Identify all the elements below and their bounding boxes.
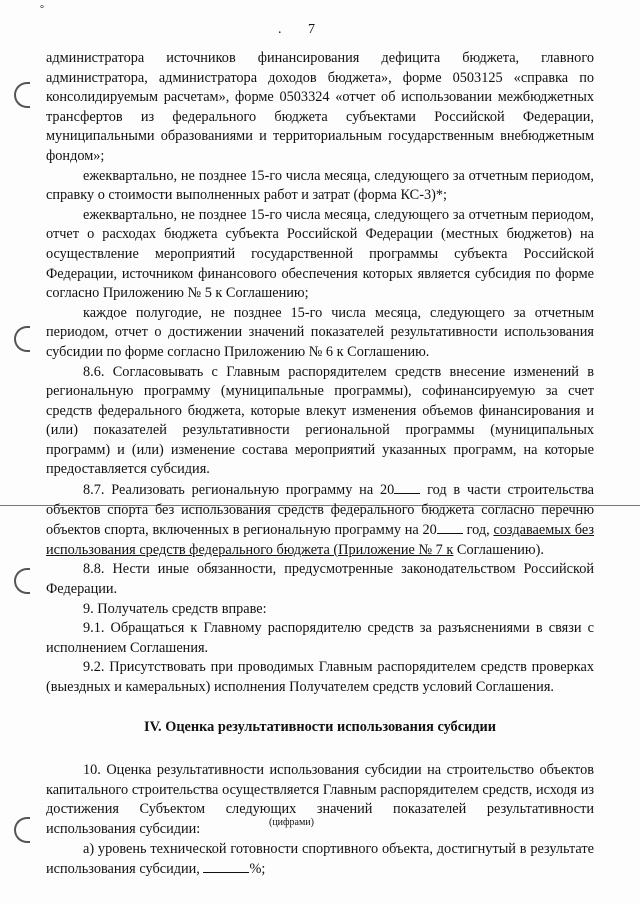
paragraph-9-2: 9.2. Присутствовать при проводимых Главным распорядителем средств проверках (выездных и камеральных) исполнения Получателем средств условий Соглашения. [46,659,594,695]
paragraph-8-7: 8.7. Реализовать региональную программу на 20 год в части строительства объектов спорта без использования средств федерального бюджета согласно перечню объектов спорта, включенных в региональную программу на 20 год, создаваемых без использования средств федерального бюджета (Приложение № 7 к Соглашению). [46,482,595,558]
paragraph-10: 10. Оценка результативности использования субсидии на строительство объектов капитального строительства осуществляется Главным распорядителем средств, исходя из достижения Субъектом следующих значений показателей результативности использования субсидии: [46,762,594,837]
punch-hole-icon [14,82,30,108]
page-number: 7 [308,22,315,37]
page-mark: . [278,22,282,37]
paragraph: 8.6. Согласовывать с Главным распорядителем средств внесение изменений в региональную программу (муниципальные программы), софинансируемую за счет средств федерального бюджета, которые влекут изменения объемов финансирования и (или) показателей результативности региональной программы (муниципальных программ) и (или) изменение состава мероприятий указанных программ, на которые предоставляется субсидия. [46,363,594,478]
punch-hole-icon [14,568,30,594]
paragraph: ежеквартально, не позднее 15-го числа месяца, следующего за отчетным периодом, справку о стоимости выполненных работ и затрат (форма КС-3)*; [46,167,594,204]
paragraph-8-8: 8.8. Нести иные обязанности, предусмотренные законодательством Российской Федерации. [46,561,594,598]
paragraph-9: 9. Получатель средств вправе: [83,600,267,617]
section-heading: IV. Оценка результативности использования субсидии [144,718,496,735]
document-body [46,49,594,880]
paragraph-9-1: 9.1. Обращаться к Главному распорядителю средств за разъяснениями в связи с исполнением Соглашения. [46,620,594,656]
scan-speck: ° [40,4,44,15]
paragraph-10-a: а) уровень технической готовности спортивного объекта, достигнутый в результате использования субсидии, %; [46,840,594,878]
year-blank [437,520,463,534]
paragraph: администратора источников финансирования дефицита бюджета, главного администратора, администратора доходов бюджета», форме 0503125 «справка по консолидируемым расчетам», форме 0503324 «отчет об использовании межбюджетных трансфертов из федерального бюджета субъектами Российской Федерации, муниципальными образованиями и территориальным государственным внебюджетным фондом»; [46,50,594,164]
year-blank [394,480,420,494]
paragraph: каждое полугодие, не позднее 15-го числа месяца, следующего за отчетным периодом, отчет о достижении значений показателей результативности использования субсидии по форме согласно Приложению № 6 к Соглашению. [46,304,594,360]
blank-hint: (цифрами) [269,817,314,828]
paragraph: ежеквартально, не позднее 15-го числа месяца, следующего за отчетным периодом, отчет о расходах бюджета субъекта Российской Федерации (местных бюджетов) на осуществление мероприятий государственной программы субъекта Российской Федерации, источником финансового обеспечения которых является субсидия по форме согласно Приложению № 5 к Соглашению; [46,206,594,302]
punch-hole-icon [14,817,30,843]
punch-hole-icon [14,326,30,352]
percent-blank [203,859,249,873]
